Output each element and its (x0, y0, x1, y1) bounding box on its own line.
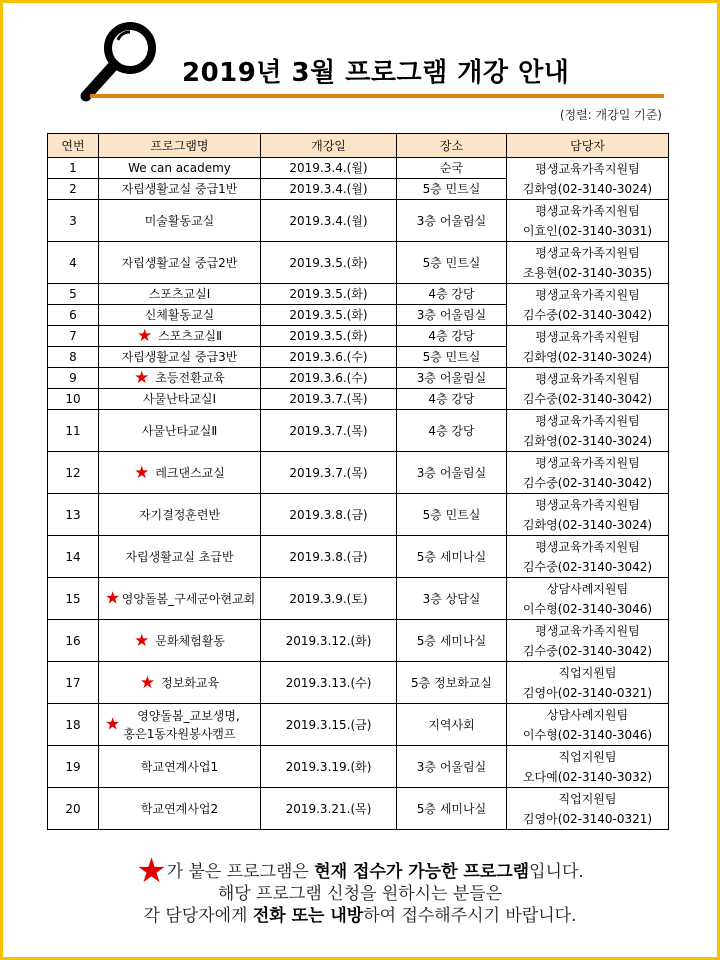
row-number: 1 (48, 158, 99, 179)
star-icon: ★ (139, 672, 156, 693)
table-row (48, 284, 669, 305)
program-name-text: 레크댄스교실 (155, 465, 225, 480)
place: 5층 민트실 (397, 494, 507, 536)
manager-team: 평생교육가족지원팀 (535, 623, 640, 638)
program-name-text: 신체활동교실 (144, 308, 215, 322)
row-number: 4 (48, 242, 99, 284)
row-number: 16 (48, 620, 99, 662)
program-name (99, 494, 261, 536)
manager-contact: 조용현(02-3140-3035) (522, 265, 653, 280)
manager-contact: 이효인(02-3140-3031) (522, 223, 653, 238)
program-name (99, 704, 261, 746)
program-name-text: We can academy (128, 161, 231, 175)
place: 5층 정보화교실 (397, 662, 507, 704)
row-number: 8 (48, 347, 99, 368)
title-area (70, 14, 670, 104)
program-name (99, 368, 261, 389)
start-date: 2019.3.7.(목) (261, 410, 397, 452)
row-number: 14 (48, 536, 99, 578)
start-date: 2019.3.4.(월) (261, 200, 397, 242)
program-name-text: 자립생활교실 중급1반 (121, 182, 238, 196)
footer-text: 가 붙은 프로그램은 (166, 862, 315, 882)
table-row (48, 578, 669, 620)
program-name-text: 학교연계사업2 (140, 801, 219, 816)
start-date: 2019.3.7.(목) (261, 389, 397, 410)
program-name-text: 자립생활교실 중급3반 (121, 350, 238, 364)
manager-team: 평생교육가족지원팀 (535, 245, 640, 260)
place: 3층 어울림실 (397, 305, 507, 326)
place: 지역사회 (397, 704, 507, 746)
manager (507, 326, 669, 368)
start-date: 2019.3.15.(금) (261, 704, 397, 746)
program-name (99, 662, 261, 704)
start-date: 2019.3.8.(금) (261, 494, 397, 536)
manager (507, 284, 669, 326)
table-row (48, 662, 669, 704)
start-date: 2019.3.8.(금) (261, 536, 397, 578)
table-row (48, 788, 669, 830)
row-number: 15 (48, 578, 99, 620)
manager-team: 직업지원팀 (558, 665, 617, 680)
place: 3층 어울림실 (397, 200, 507, 242)
manager (507, 158, 669, 200)
place: 5층 세미나실 (397, 620, 507, 662)
place: 5층 세미나실 (397, 536, 507, 578)
program-name-text: 학교연계사업1 (140, 759, 219, 774)
manager-team: 평생교육가족지원팀 (535, 413, 640, 428)
row-number: 3 (48, 200, 99, 242)
footer-line-3 (0, 905, 720, 927)
manager (507, 788, 669, 830)
program-name (99, 158, 261, 179)
manager-team: 평생교육가족지원팀 (535, 287, 640, 302)
program-name (99, 410, 261, 452)
row-number: 9 (48, 368, 99, 389)
program-name-text: 자립생활교실 중급2반 (121, 255, 238, 270)
row-number: 11 (48, 410, 99, 452)
manager (507, 746, 669, 788)
footer-notice (0, 851, 720, 927)
table-row (48, 410, 669, 452)
manager-contact: 김화영(02-3140-3024) (522, 517, 653, 532)
footer-text: 하여 접수해주시기 바랍니다. (363, 906, 577, 926)
manager (507, 200, 669, 242)
start-date: 2019.3.5.(화) (261, 326, 397, 347)
manager-contact: 김수중(02-3140-3042) (522, 559, 653, 574)
program-name-text: 스포츠교실Ⅱ (158, 329, 223, 343)
manager-team: 상담사례지원팀 (546, 707, 629, 722)
star-icon: ★ (105, 714, 121, 735)
program-name-text-line2: 홍은1동자원봉사캠프 (123, 726, 236, 741)
place: 3층 어울림실 (397, 746, 507, 788)
page-title: 2019년 3월 프로그램 개강 안내 (182, 58, 570, 88)
column-header-no: 연번 (48, 134, 99, 158)
column-header-manager: 담당자 (507, 134, 669, 158)
table-row (48, 242, 669, 284)
manager (507, 452, 669, 494)
place: 4층 강당 (397, 284, 507, 305)
footer-text: 입니다. (529, 862, 584, 882)
row-number: 12 (48, 452, 99, 494)
manager (507, 620, 669, 662)
start-date: 2019.3.5.(화) (261, 305, 397, 326)
manager-contact: 김수중(02-3140-3042) (522, 391, 653, 406)
program-name-text: 영양돌봄_교보생명, (137, 708, 240, 723)
manager-contact: 오다예(02-3140-3032) (522, 769, 653, 784)
manager (507, 242, 669, 284)
footer-line-2: 해당 프로그램 신청을 원하시는 분들은 (217, 884, 503, 904)
star-icon: ★ (136, 326, 153, 346)
manager-contact: 이수형(02-3140-3046) (522, 727, 653, 742)
program-name (99, 200, 261, 242)
manager-contact: 김수중(02-3140-3042) (522, 475, 653, 490)
program-name-text: 자기결정훈련반 (138, 507, 221, 522)
manager-team: 평생교육가족지원팀 (535, 497, 640, 512)
program-name (99, 620, 261, 662)
program-name (99, 326, 261, 347)
start-date: 2019.3.5.(화) (261, 284, 397, 305)
row-number: 13 (48, 494, 99, 536)
table-row (48, 452, 669, 494)
table-row (48, 620, 669, 662)
manager-contact: 김영아(02-3140-0321) (522, 685, 653, 700)
place: 4층 강당 (397, 326, 507, 347)
column-header-place: 장소 (397, 134, 507, 158)
program-name (99, 389, 261, 410)
footer-emphasis: 전화 또는 내방 (252, 906, 364, 926)
program-name-text: 문화체험활동 (155, 633, 225, 648)
place: 3층 어울림실 (397, 452, 507, 494)
table-row (48, 200, 669, 242)
row-number: 6 (48, 305, 99, 326)
footer-emphasis: 현재 접수가 가능한 프로그램 (314, 862, 530, 882)
manager-contact: 김수중(02-3140-3042) (522, 643, 653, 658)
manager (507, 410, 669, 452)
place: 4층 강당 (397, 389, 507, 410)
footer-line-1 (0, 851, 720, 891)
place: 5층 세미나실 (397, 788, 507, 830)
row-number: 18 (48, 704, 99, 746)
place: 5층 민트실 (397, 347, 507, 368)
start-date: 2019.3.9.(토) (261, 578, 397, 620)
title-underline (90, 94, 664, 98)
table-row (48, 494, 669, 536)
row-number: 2 (48, 179, 99, 200)
program-table (47, 133, 669, 830)
manager-team: 평생교육가족지원팀 (535, 329, 640, 344)
row-number: 10 (48, 389, 99, 410)
place: 5층 민트실 (397, 242, 507, 284)
row-number: 5 (48, 284, 99, 305)
start-date: 2019.3.6.(수) (261, 347, 397, 368)
start-date: 2019.3.6.(수) (261, 368, 397, 389)
manager (507, 536, 669, 578)
program-name (99, 284, 261, 305)
table-body (48, 158, 669, 830)
start-date: 2019.3.12.(화) (261, 620, 397, 662)
star-icon: ★ (134, 462, 150, 483)
program-name-text: 사물난타교실Ⅰ (142, 392, 217, 406)
manager-team: 직업지원팀 (558, 791, 617, 806)
footer-text: 각 담당자에게 (143, 906, 253, 926)
place: 5층 민트실 (397, 179, 507, 200)
sort-note: (정렬: 개강일 기준) (559, 108, 662, 122)
manager-team: 평생교육가족지원팀 (535, 455, 640, 470)
program-name (99, 788, 261, 830)
program-name-text: 정보화교육 (161, 675, 220, 690)
manager (507, 578, 669, 620)
manager-team: 평생교육가족지원팀 (535, 539, 640, 554)
program-name (99, 452, 261, 494)
program-name (99, 179, 261, 200)
program-name (99, 536, 261, 578)
manager (507, 662, 669, 704)
star-icon: ★ (105, 588, 121, 609)
manager-team: 평생교육가족지원팀 (535, 371, 640, 386)
manager-contact: 김화영(02-3140-3024) (522, 349, 653, 364)
column-header-program: 프로그램명 (99, 134, 261, 158)
manager (507, 494, 669, 536)
start-date: 2019.3.13.(수) (261, 662, 397, 704)
place: 4층 강당 (397, 410, 507, 452)
place: 순국 (397, 158, 507, 179)
program-name-text: 자립생활교실 초급반 (125, 549, 234, 564)
manager (507, 704, 669, 746)
place: 3층 어울림실 (397, 368, 507, 389)
row-number: 20 (48, 788, 99, 830)
start-date: 2019.3.7.(목) (261, 452, 397, 494)
row-number: 19 (48, 746, 99, 788)
star-icon: ★ (136, 851, 167, 891)
manager-contact: 김화영(02-3140-3024) (522, 181, 653, 196)
program-name (99, 242, 261, 284)
manager-team: 평생교육가족지원팀 (535, 161, 640, 176)
manager-contact: 김수중(02-3140-3042) (522, 307, 653, 322)
row-number: 7 (48, 326, 99, 347)
start-date: 2019.3.19.(화) (261, 746, 397, 788)
program-name-text: 사물난타교실Ⅱ (141, 423, 218, 438)
table-row (48, 368, 669, 389)
start-date: 2019.3.4.(월) (261, 179, 397, 200)
column-header-date: 개강일 (261, 134, 397, 158)
star-icon: ★ (134, 368, 150, 388)
start-date: 2019.3.4.(월) (261, 158, 397, 179)
manager (507, 368, 669, 410)
program-name-text: 미술활동교실 (144, 213, 215, 228)
table-row (48, 704, 669, 746)
manager-contact: 김영아(02-3140-0321) (522, 811, 653, 826)
star-icon: ★ (134, 630, 150, 651)
program-name-text: 스포츠교실Ⅰ (148, 287, 211, 301)
start-date: 2019.3.21.(목) (261, 788, 397, 830)
table-row (48, 746, 669, 788)
start-date: 2019.3.5.(화) (261, 242, 397, 284)
table-row (48, 326, 669, 347)
magnifier-icon (78, 16, 164, 106)
table-header-row (48, 134, 669, 158)
program-name-text: 영양돌봄_구세군아현교회 (121, 591, 256, 606)
manager-team: 평생교육가족지원팀 (535, 203, 640, 218)
manager-contact: 김화영(02-3140-3024) (522, 433, 653, 448)
program-name (99, 578, 261, 620)
manager-team: 직업지원팀 (558, 749, 617, 764)
place: 3층 상담실 (397, 578, 507, 620)
manager-contact: 이수형(02-3140-3046) (522, 601, 653, 616)
table-row (48, 158, 669, 179)
program-name (99, 746, 261, 788)
table-row (48, 536, 669, 578)
manager-team: 상담사례지원팀 (546, 581, 629, 596)
row-number: 17 (48, 662, 99, 704)
program-name (99, 305, 261, 326)
program-name (99, 347, 261, 368)
program-name-text: 초등전환교육 (155, 371, 225, 385)
